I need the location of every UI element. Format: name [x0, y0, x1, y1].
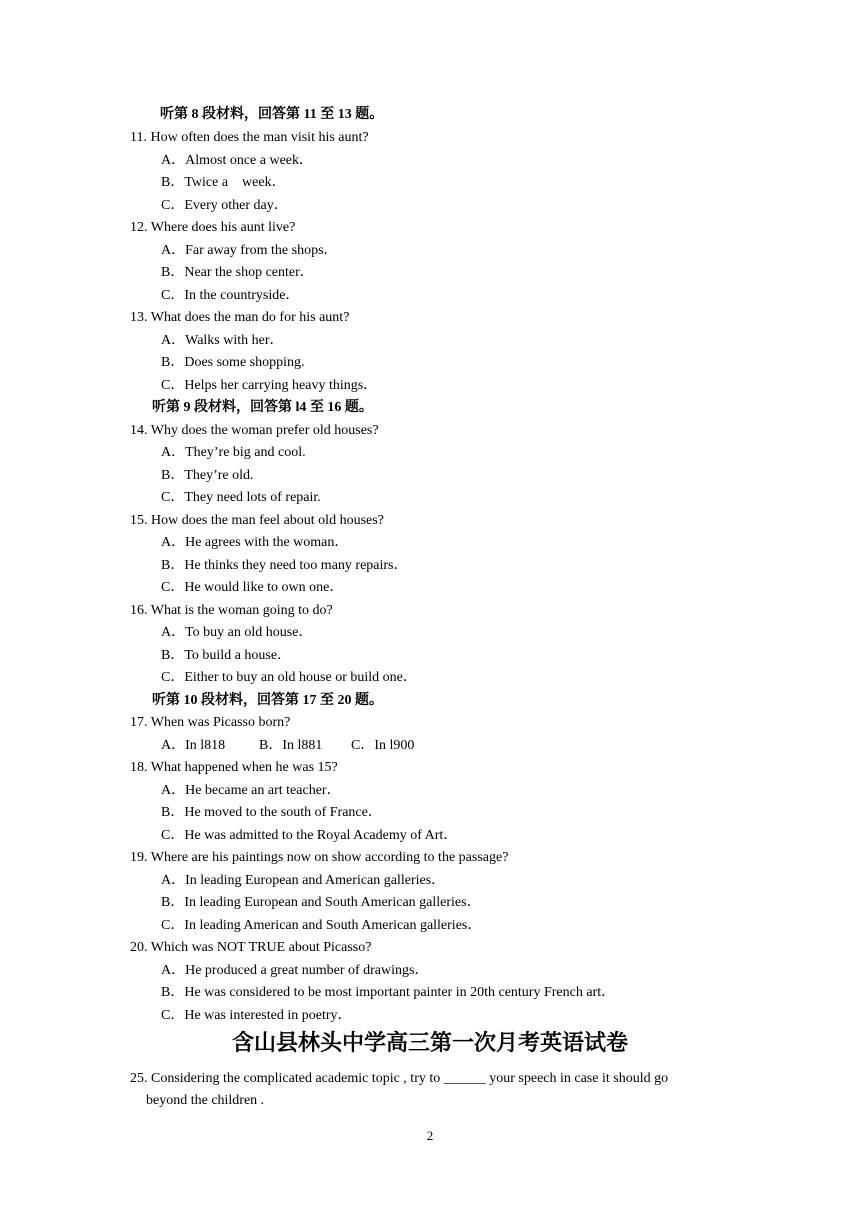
- question-12-option-c: C．In the countryside．: [161, 288, 300, 303]
- question-13-option-c: C．Helps her carrying heavy things．: [161, 378, 378, 393]
- question-13-stem: 13. What does the man do for his aunt?: [130, 310, 350, 325]
- question-20-option-b: B．He was considered to be most important painter in 20th century French art．: [161, 985, 616, 1000]
- section-heading-10: 听第 10 段材料，回答第 17 至 20 题。: [152, 693, 383, 708]
- question-12-stem: 12. Where does his aunt live?: [130, 220, 296, 235]
- question-12-option-b: B．Near the shop center．: [161, 265, 314, 280]
- question-17-option-c: C．In l900: [351, 738, 415, 753]
- section-heading-8: 听第 8 段材料，回答第 11 至 13 题。: [160, 107, 384, 122]
- question-18-option-b: B．He moved to the south of France．: [161, 805, 382, 820]
- question-11-stem: 11. How often does the man visit his aunt?: [130, 130, 369, 145]
- question-12-option-a: A．Far away from the shops．: [161, 243, 338, 258]
- question-13-option-b: B．Does some shopping.: [161, 355, 305, 370]
- question-25-line-1: 25. Considering the complicated academic topic , try to ______ your speech in case it should go: [130, 1071, 669, 1086]
- question-18-option-c: C．He was admitted to the Royal Academy of Art．: [161, 828, 458, 843]
- question-19-option-a: A．In leading European and American galleries．: [161, 873, 446, 888]
- question-14-stem: 14. Why does the woman prefer old houses?: [130, 423, 379, 438]
- exam-title: 含山县林头中学高三第一次月考英语试卷: [231, 1030, 628, 1056]
- question-16-option-c: C．Either to buy an old house or build one．: [161, 670, 417, 685]
- question-18-option-a: A．He became an art teacher．: [161, 783, 341, 798]
- page-number: 2: [426, 1128, 434, 1143]
- question-25-line-2: beyond the children .: [146, 1093, 265, 1108]
- question-14-option-b: B．They’re old.: [161, 468, 254, 483]
- question-16-option-a: A．To buy an old house．: [161, 625, 313, 640]
- question-14-option-c: C．They need lots of repair.: [161, 490, 321, 505]
- question-15-option-a: A．He agrees with the woman．: [161, 535, 349, 550]
- question-17-option-a: A．In l818: [161, 738, 226, 753]
- question-17-option-b: B．In l881: [259, 738, 323, 753]
- question-11-option-a: A．Almost once a week．: [161, 153, 314, 168]
- question-14-option-a: A．They’re big and cool.: [161, 445, 306, 460]
- question-15-option-c: C．He would like to own one．: [161, 580, 344, 595]
- question-19-option-c: C．In leading American and South American galleries．: [161, 918, 482, 933]
- question-20-option-a: A．He produced a great number of drawings．: [161, 963, 429, 978]
- question-11-option-b: B．Twice a week．: [161, 175, 286, 190]
- question-15-stem: 15. How does the man feel about old houses?: [130, 513, 384, 528]
- question-19-stem: 19. Where are his paintings now on show according to the passage?: [130, 850, 509, 865]
- question-25: [130, 1068, 732, 1112]
- question-13-option-a: A．Walks with her．: [161, 333, 284, 348]
- question-19-option-b: B．In leading European and South American galleries．: [161, 895, 481, 910]
- question-20-option-c: C．He was interested in poetry．: [161, 1008, 352, 1023]
- question-11-option-c: C．Every other day．: [161, 198, 288, 213]
- question-18-stem: 18. What happened when he was 15?: [130, 760, 338, 775]
- question-17-stem: 17. When was Picasso born?: [130, 715, 291, 730]
- question-20-stem: 20. Which was NOT TRUE about Picasso?: [130, 940, 372, 955]
- question-16-option-b: B．To build a house．: [161, 648, 292, 663]
- question-15-option-b: B．He thinks they need too many repairs．: [161, 558, 408, 573]
- section-heading-9: 听第 9 段材料，回答第 l4 至 16 题。: [152, 400, 373, 415]
- question-16-stem: 16. What is the woman going to do?: [130, 603, 333, 618]
